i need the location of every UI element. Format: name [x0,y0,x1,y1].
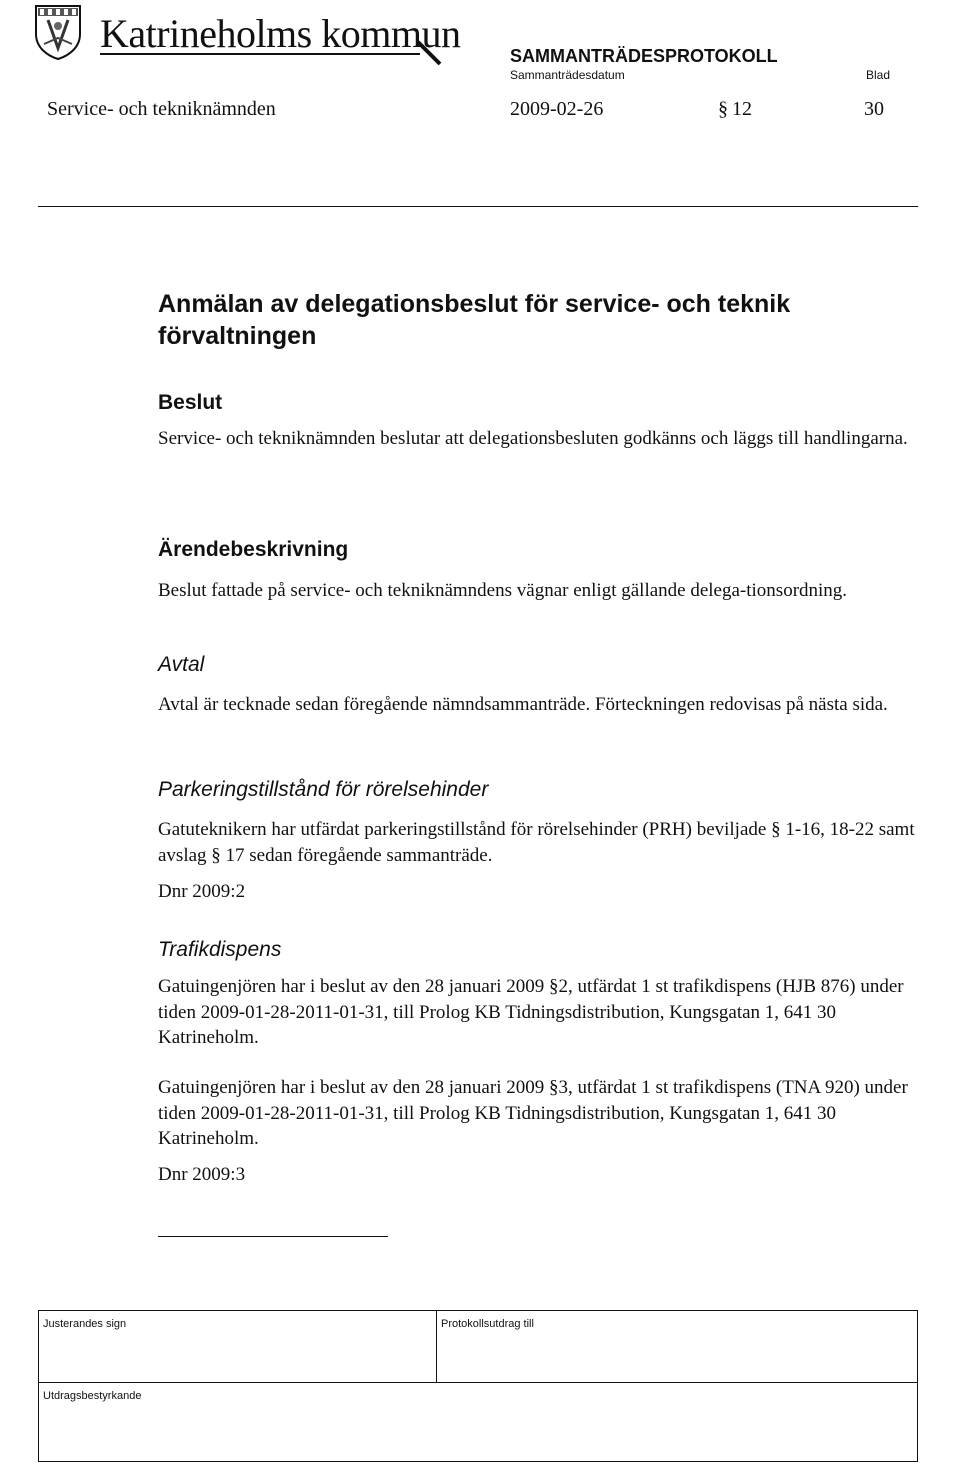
decision-text: Service- och tekniknämnden beslutar att delegationsbesluten godkänns och läggs till handlingarna. [158,428,908,449]
meeting-date-label: Sammanträdesdatum [510,68,625,82]
parking-dnr: Dnr 2009:2 [158,881,246,902]
contracts-text: Avtal är tecknade sedan föregående nämndsammanträde. Förteckningen redovisas på nästa sida. [158,694,888,715]
sheet-label: Blad [866,68,891,82]
page-title: Anmälan av delegationsbeslut för service- och teknik förvaltningen [158,290,791,350]
paragraph-mark: § [718,98,728,120]
decision-heading: Beslut [158,391,223,414]
extract-to-label: Protokollsutdrag till [441,1318,534,1330]
traffic-text-1: Gatuingenjören har i beslut av den 28 januari 2009 §2, utfärdat 1 st trafikdispens (HJB 876) under tiden 2009-01-28-2011-01-31, till Prolog KB Tidningsdistribution, Kungsgatan 1, 641 30 Katrineholm. [158,976,904,1048]
signature-table-column-divider [436,1310,437,1383]
parking-text: Gatuteknikern har utfärdat parkeringstillstånd för rörelsehinder (PRH) beviljade § 1-16, 18-22 samt avslag § 17 sedan föregående sammanträde. [158,819,915,866]
parking-heading: Parkeringstillstånd för rörelsehinder [158,778,489,801]
traffic-heading: Trafikdispens [158,938,282,961]
header-divider [38,206,918,207]
signature-table [38,1310,918,1462]
description-text: Beslut fattade på service- och tekniknämndens vägnar enligt gällande delega-tionsordning. [158,580,848,601]
committee-name: Service- och tekniknämnden [47,98,276,120]
adjuster-sign-label: Justerandes sign [43,1318,127,1330]
extract-certifier-label: Utdragsbestyrkande [43,1390,142,1402]
traffic-dnr: Dnr 2009:3 [158,1164,246,1185]
document-type: SAMMANTRÄDESPROTOKOLL [510,46,778,66]
coat-of-arms-icon [34,4,82,60]
sheet-number: 30 [864,98,884,120]
end-divider [158,1236,388,1237]
description-heading: Ärendebeskrivning [158,538,349,561]
paragraph-number: 12 [732,98,752,120]
logo-swoosh-icon [100,36,445,66]
contracts-heading: Avtal [158,653,205,676]
logo-text: Katrineholms kommun [100,11,461,56]
traffic-text-2: Gatuingenjören har i beslut av den 28 januari 2009 §3, utfärdat 1 st trafikdispens (TNA 920) under tiden 2009-01-28-2011-01-31, till Prolog KB Tidningsdistribution, Kungsgatan 1, 641 30 Katrineholm. [158,1077,908,1149]
meeting-date: 2009-02-26 [510,98,604,120]
signature-table-divider [38,1382,918,1383]
